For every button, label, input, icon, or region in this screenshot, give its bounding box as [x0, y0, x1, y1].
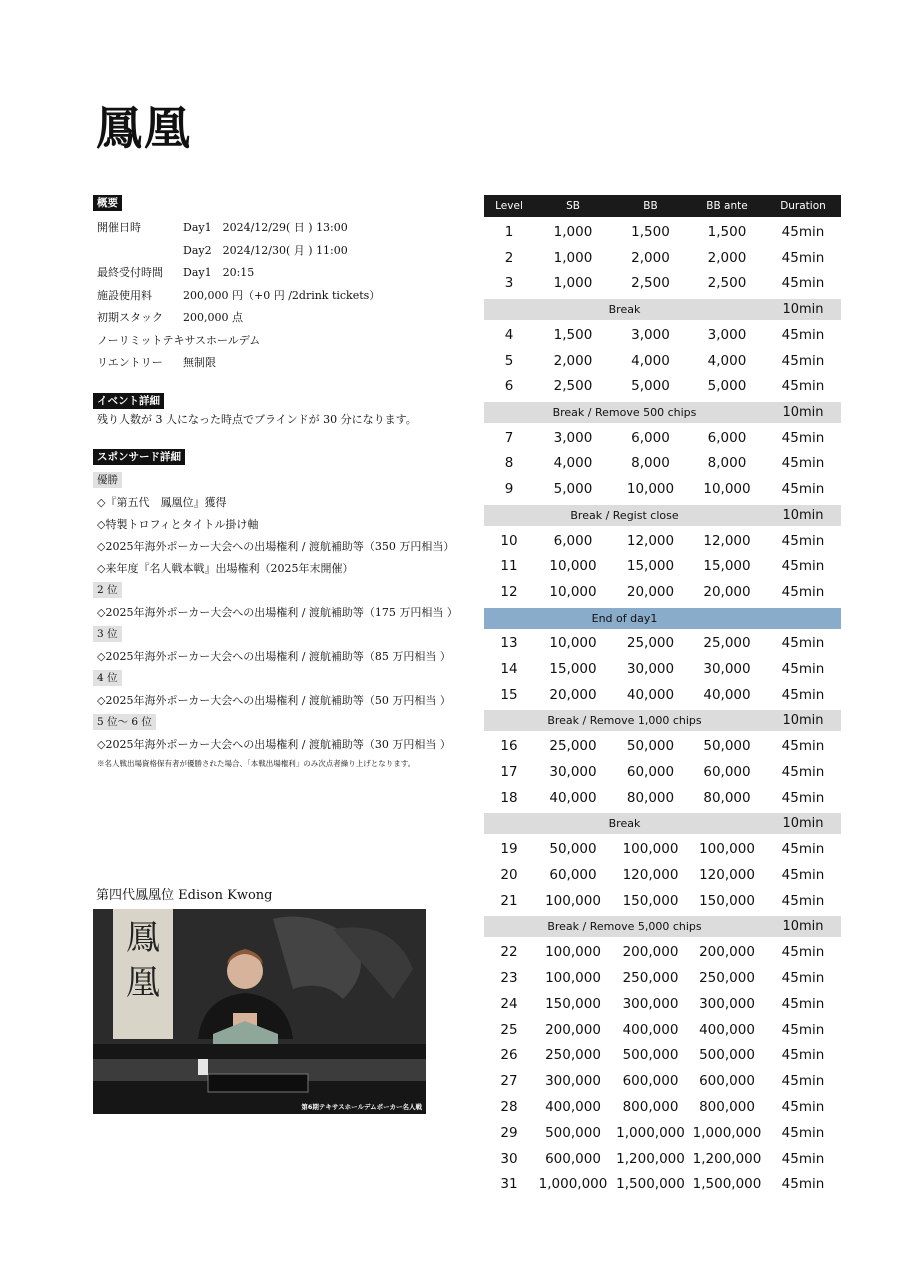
blind-level-row	[484, 348, 841, 374]
break-label: Break	[608, 302, 641, 316]
big-blind: 50,000	[626, 738, 675, 755]
photo-caption: 第四代鳳凰位 Edison Kwong	[96, 888, 273, 903]
big-blind: 20,000	[626, 584, 675, 601]
level-number: 17	[500, 764, 518, 781]
duration: 45min	[781, 1150, 825, 1167]
duration: 45min	[781, 352, 825, 369]
blind-level-row	[484, 1094, 841, 1120]
event-section	[93, 393, 453, 429]
prize-item: ◇特製トロフィとタイトル掛け軸	[97, 517, 259, 531]
big-blind: 250,000	[622, 969, 679, 986]
blind-level-row	[484, 939, 841, 965]
level-number: 16	[500, 738, 518, 755]
overview-row	[93, 261, 453, 284]
prize-item: ◇2025年海外ポーカー大会への出場権利 / 渡航補助等（85 万円相当 ）	[97, 649, 451, 663]
duration: 45min	[781, 1021, 825, 1038]
blind-level-row	[484, 1146, 841, 1172]
level-number: 29	[500, 1124, 518, 1141]
end-of-day-row	[484, 608, 841, 629]
blind-level-row	[484, 451, 841, 477]
level-number: 7	[504, 429, 514, 446]
level-number: 5	[504, 352, 514, 369]
overview-row	[93, 216, 453, 239]
duration: 45min	[781, 944, 825, 961]
big-blind: 500,000	[622, 1047, 679, 1064]
bb-ante: 1,000,000	[692, 1124, 762, 1141]
small-blind: 6,000	[553, 532, 593, 549]
big-blind: 30,000	[626, 661, 675, 678]
break-row	[484, 813, 841, 834]
overview-row	[93, 284, 453, 307]
header-duration: Duration	[780, 200, 826, 212]
level-number: 1	[504, 223, 514, 240]
overview-value: 200,000 点	[183, 311, 243, 325]
prize-item: ◇『第五代 鳳凰位』獲得	[97, 495, 227, 509]
bb-ante: 6,000	[707, 429, 747, 446]
small-blind: 10,000	[549, 635, 597, 652]
break-label: Break / Remove 1,000 chips	[547, 714, 702, 728]
small-blind: 10,000	[549, 558, 597, 575]
level-number: 10	[500, 532, 518, 549]
level-number: 24	[500, 995, 518, 1012]
break-row	[484, 916, 841, 937]
header-sb: SB	[566, 200, 580, 212]
level-number: 18	[500, 789, 518, 806]
overview-key: リエントリー	[97, 356, 163, 370]
bb-ante: 8,000	[707, 455, 747, 472]
duration: 45min	[781, 867, 825, 884]
big-blind: 1,200,000	[616, 1150, 685, 1167]
big-blind: 15,000	[626, 558, 675, 575]
duration: 45min	[781, 1124, 825, 1141]
duration: 45min	[781, 1047, 825, 1064]
blind-rows	[484, 219, 841, 1197]
duration: 45min	[781, 635, 825, 652]
header-level: Level	[495, 200, 523, 212]
level-number: 30	[500, 1150, 518, 1167]
break-duration: 10min	[782, 919, 824, 935]
prize-item: ◇2025年海外ポーカー大会への出場権利 / 渡航補助等（50 万円相当 ）	[97, 693, 451, 707]
small-blind: 40,000	[549, 789, 597, 806]
duration: 45min	[781, 1073, 825, 1090]
blind-level-row	[484, 1017, 841, 1043]
big-blind: 8,000	[631, 455, 670, 472]
blind-level-row	[484, 373, 841, 399]
level-number: 15	[500, 687, 518, 704]
prize-place-label: 3 位	[93, 626, 122, 642]
break-label: End of day1	[591, 611, 658, 625]
small-blind: 2,500	[553, 378, 593, 395]
duration: 45min	[781, 584, 825, 601]
break-row	[484, 299, 841, 320]
bb-ante: 25,000	[703, 635, 751, 652]
bb-ante: 20,000	[703, 584, 751, 601]
overview-row	[93, 306, 453, 329]
blind-level-row	[484, 1171, 841, 1197]
bb-ante: 1,500,000	[692, 1176, 762, 1193]
overview-row	[93, 351, 453, 374]
blind-level-row	[484, 219, 841, 245]
overview-value: Day2 2024/12/30( 月 ) 11:00	[183, 243, 348, 257]
duration: 45min	[781, 481, 825, 498]
big-blind: 2,000	[631, 249, 670, 266]
blind-level-row	[484, 425, 841, 451]
blind-level-row	[484, 579, 841, 605]
small-blind: 30,000	[549, 764, 597, 781]
overview-tag: 概要	[93, 195, 122, 211]
big-blind: 60,000	[626, 764, 675, 781]
bb-ante: 150,000	[699, 892, 755, 909]
small-blind: 400,000	[545, 1098, 601, 1115]
bb-ante: 500,000	[699, 1047, 755, 1064]
level-number: 14	[500, 661, 518, 678]
event-text: 残り人数が 3 人になった時点でブラインドが 30 分になります。	[97, 412, 417, 426]
big-blind: 6,000	[631, 429, 670, 446]
big-blind: 100,000	[622, 841, 679, 858]
level-number: 26	[500, 1047, 518, 1064]
big-blind: 5,000	[631, 378, 670, 395]
level-number: 25	[500, 1021, 518, 1038]
level-number: 3	[504, 275, 514, 292]
photo-overlay-text: 第6期テキサスホールデムポーカー名人戦	[301, 1103, 422, 1111]
big-blind: 25,000	[626, 635, 675, 652]
prize-place	[93, 667, 453, 689]
overview-key: ノーリミットテキサスホールデム	[97, 333, 261, 347]
blind-level-row	[484, 553, 841, 579]
prize-place	[93, 469, 453, 491]
small-blind: 4,000	[553, 455, 593, 472]
sponsor-tag: スポンサード詳細	[93, 449, 185, 465]
bb-ante: 200,000	[699, 944, 755, 961]
level-number: 2	[504, 249, 514, 266]
break-label: Break / Regist close	[570, 508, 679, 522]
big-blind: 600,000	[622, 1073, 679, 1090]
prize-place	[93, 711, 453, 733]
small-blind: 15,000	[549, 661, 597, 678]
duration: 45min	[781, 687, 825, 704]
bb-ante: 250,000	[699, 969, 755, 986]
blind-level-row	[484, 785, 841, 811]
duration: 45min	[781, 558, 825, 575]
small-blind: 300,000	[545, 1073, 601, 1090]
level-number: 6	[504, 378, 514, 395]
duration: 45min	[781, 789, 825, 806]
blind-level-row	[484, 476, 841, 502]
blind-level-row	[484, 1042, 841, 1068]
level-number: 13	[500, 635, 518, 652]
duration: 45min	[781, 223, 825, 240]
small-blind: 250,000	[545, 1047, 601, 1064]
big-blind: 1,000,000	[616, 1124, 685, 1141]
level-number: 8	[504, 455, 514, 472]
champion-photo	[93, 909, 426, 1114]
break-label: Break / Remove 5,000 chips	[547, 920, 702, 934]
level-number: 22	[500, 944, 518, 961]
bb-ante: 5,000	[707, 378, 747, 395]
bb-ante: 4,000	[707, 352, 747, 369]
big-blind: 40,000	[626, 687, 675, 704]
blind-level-row	[484, 528, 841, 554]
blind-level-row	[484, 656, 841, 682]
duration: 45min	[781, 764, 825, 781]
bb-ante: 3,000	[707, 326, 747, 343]
blind-level-row	[484, 1120, 841, 1146]
break-row	[484, 402, 841, 423]
level-number: 12	[500, 584, 518, 601]
bb-ante: 15,000	[703, 558, 751, 575]
small-blind: 100,000	[545, 969, 601, 986]
small-blind: 25,000	[549, 738, 597, 755]
small-blind: 600,000	[545, 1150, 601, 1167]
duration: 45min	[781, 532, 825, 549]
duration: 45min	[781, 455, 825, 472]
blind-level-row	[484, 965, 841, 991]
bb-ante: 50,000	[703, 738, 751, 755]
blind-table-header	[484, 195, 841, 217]
level-number: 9	[504, 481, 514, 498]
sponsor-section	[93, 449, 458, 769]
break-duration: 10min	[782, 713, 824, 729]
overview-section	[93, 195, 453, 374]
overview-value: Day1 20:15	[183, 266, 255, 280]
bb-ante: 30,000	[703, 661, 751, 678]
big-blind: 800,000	[622, 1098, 679, 1115]
small-blind: 1,500	[553, 326, 593, 343]
bb-ante: 40,000	[703, 687, 751, 704]
blind-level-row	[484, 862, 841, 888]
duration: 45min	[781, 841, 825, 858]
break-label: Break / Remove 500 chips	[552, 405, 697, 419]
big-blind: 2,500	[631, 275, 670, 292]
bb-ante: 1,500	[707, 223, 747, 240]
bb-ante: 2,000	[707, 249, 747, 266]
small-blind: 150,000	[545, 995, 601, 1012]
small-blind: 3,000	[553, 429, 593, 446]
level-number: 20	[500, 867, 518, 884]
overview-row	[93, 239, 453, 262]
prize-place-label: 4 位	[93, 670, 122, 686]
blind-level-row	[484, 1068, 841, 1094]
big-blind: 12,000	[626, 532, 675, 549]
overview-value: 200,000 円（+0 円 /2drink tickets）	[183, 288, 381, 302]
break-duration: 10min	[782, 301, 824, 317]
blind-level-row	[484, 631, 841, 657]
champion-photo-image	[93, 909, 426, 1114]
big-blind: 80,000	[626, 789, 675, 806]
small-blind: 500,000	[545, 1124, 601, 1141]
svg-text:鳳: 鳳	[126, 918, 160, 958]
blind-level-row	[484, 759, 841, 785]
header-bb-ante: BB ante	[706, 200, 748, 212]
bb-ante: 60,000	[703, 764, 751, 781]
break-label: Break	[608, 817, 641, 831]
small-blind: 10,000	[549, 584, 597, 601]
header-bb: BB	[643, 200, 658, 212]
level-number: 21	[500, 892, 518, 909]
big-blind: 400,000	[622, 1021, 679, 1038]
duration: 45min	[781, 995, 825, 1012]
small-blind: 20,000	[549, 687, 597, 704]
bb-ante: 1,200,000	[692, 1150, 762, 1167]
big-blind: 10,000	[626, 481, 675, 498]
big-blind: 4,000	[631, 352, 670, 369]
bb-ante: 400,000	[699, 1021, 755, 1038]
small-blind: 5,000	[553, 481, 593, 498]
prize-place	[93, 579, 453, 601]
overview-list	[93, 216, 453, 374]
small-blind: 2,000	[553, 352, 593, 369]
prize-place-label: 優勝	[93, 472, 122, 488]
bb-ante: 100,000	[699, 841, 755, 858]
prize-item: ◇来年度『名人戦本戦』出場権利（2025年末開催）	[97, 561, 354, 575]
prize-place-label: 5 位～ 6 位	[93, 714, 156, 730]
duration: 45min	[781, 249, 825, 266]
level-number: 28	[500, 1098, 518, 1115]
blind-level-row	[484, 991, 841, 1017]
blind-level-row	[484, 888, 841, 914]
big-blind: 3,000	[631, 326, 670, 343]
break-duration: 10min	[782, 404, 824, 420]
small-blind: 200,000	[545, 1021, 601, 1038]
duration: 45min	[781, 738, 825, 755]
big-blind: 120,000	[622, 867, 679, 884]
level-number: 27	[500, 1073, 518, 1090]
bb-ante: 120,000	[699, 867, 755, 884]
duration: 45min	[781, 378, 825, 395]
break-row	[484, 505, 841, 526]
duration: 45min	[781, 969, 825, 986]
bb-ante: 600,000	[699, 1073, 755, 1090]
level-number: 31	[500, 1176, 518, 1193]
blind-level-row	[484, 733, 841, 759]
overview-value: 無制限	[183, 356, 216, 370]
level-number: 23	[500, 969, 518, 986]
small-blind: 1,000	[553, 249, 593, 266]
small-blind: 1,000	[553, 223, 593, 240]
bb-ante: 800,000	[699, 1098, 755, 1115]
duration: 45min	[781, 1098, 825, 1115]
prize-place	[93, 623, 453, 645]
blind-structure-table	[484, 195, 841, 1197]
bb-ante: 10,000	[703, 481, 751, 498]
overview-key: 最終受付時間	[97, 266, 163, 280]
level-number: 4	[504, 326, 514, 343]
duration: 45min	[781, 326, 825, 343]
bb-ante: 300,000	[699, 995, 755, 1012]
overview-value: Day1 2024/12/29( 日 ) 13:00	[183, 221, 348, 235]
blind-level-row	[484, 322, 841, 348]
big-blind: 300,000	[622, 995, 679, 1012]
bb-ante: 12,000	[703, 532, 751, 549]
duration: 45min	[781, 661, 825, 678]
break-duration: 10min	[782, 507, 824, 523]
small-blind: 1,000,000	[538, 1176, 608, 1193]
prize-item: ◇2025年海外ポーカー大会への出場権利 / 渡航補助等（350 万円相当）	[97, 539, 455, 553]
blind-level-row	[484, 271, 841, 297]
small-blind: 50,000	[549, 841, 597, 858]
prize-item: ◇2025年海外ポーカー大会への出場権利 / 渡航補助等（175 万円相当 ）	[97, 605, 458, 619]
svg-text:凰: 凰	[126, 963, 160, 1003]
big-blind: 1,500,000	[616, 1176, 685, 1193]
sponsor-note: ※名人戦出場資格保有者が優勝された場合、「本戦出場権利」のみ次点者繰り上げとなります。	[97, 758, 416, 768]
level-number: 11	[500, 558, 518, 575]
duration: 45min	[781, 892, 825, 909]
level-number: 19	[500, 841, 518, 858]
info-column	[93, 195, 458, 769]
page-title: 鳳凰	[96, 101, 192, 155]
blind-level-row	[484, 245, 841, 271]
duration: 45min	[781, 429, 825, 446]
big-blind: 1,500	[631, 223, 670, 240]
duration: 45min	[781, 1176, 825, 1193]
sponsor-list	[93, 469, 458, 755]
small-blind: 100,000	[545, 944, 601, 961]
big-blind: 200,000	[622, 944, 679, 961]
small-blind: 60,000	[549, 867, 597, 884]
bb-ante: 80,000	[703, 789, 751, 806]
event-tag: イベント詳細	[93, 393, 164, 409]
big-blind: 150,000	[622, 892, 679, 909]
overview-row	[93, 329, 453, 352]
overview-key: 初期スタック	[97, 311, 163, 325]
break-row	[484, 710, 841, 731]
blind-level-row	[484, 836, 841, 862]
bb-ante: 2,500	[707, 275, 747, 292]
overview-key: 開催日時	[97, 221, 141, 235]
small-blind: 100,000	[545, 892, 601, 909]
blind-level-row	[484, 682, 841, 708]
prize-item: ◇2025年海外ポーカー大会への出場権利 / 渡航補助等（30 万円相当 ）	[97, 737, 451, 751]
break-duration: 10min	[782, 816, 824, 832]
duration: 45min	[781, 275, 825, 292]
overview-key: 施設使用料	[97, 288, 152, 302]
prize-place-label: 2 位	[93, 582, 122, 598]
small-blind: 1,000	[553, 275, 593, 292]
